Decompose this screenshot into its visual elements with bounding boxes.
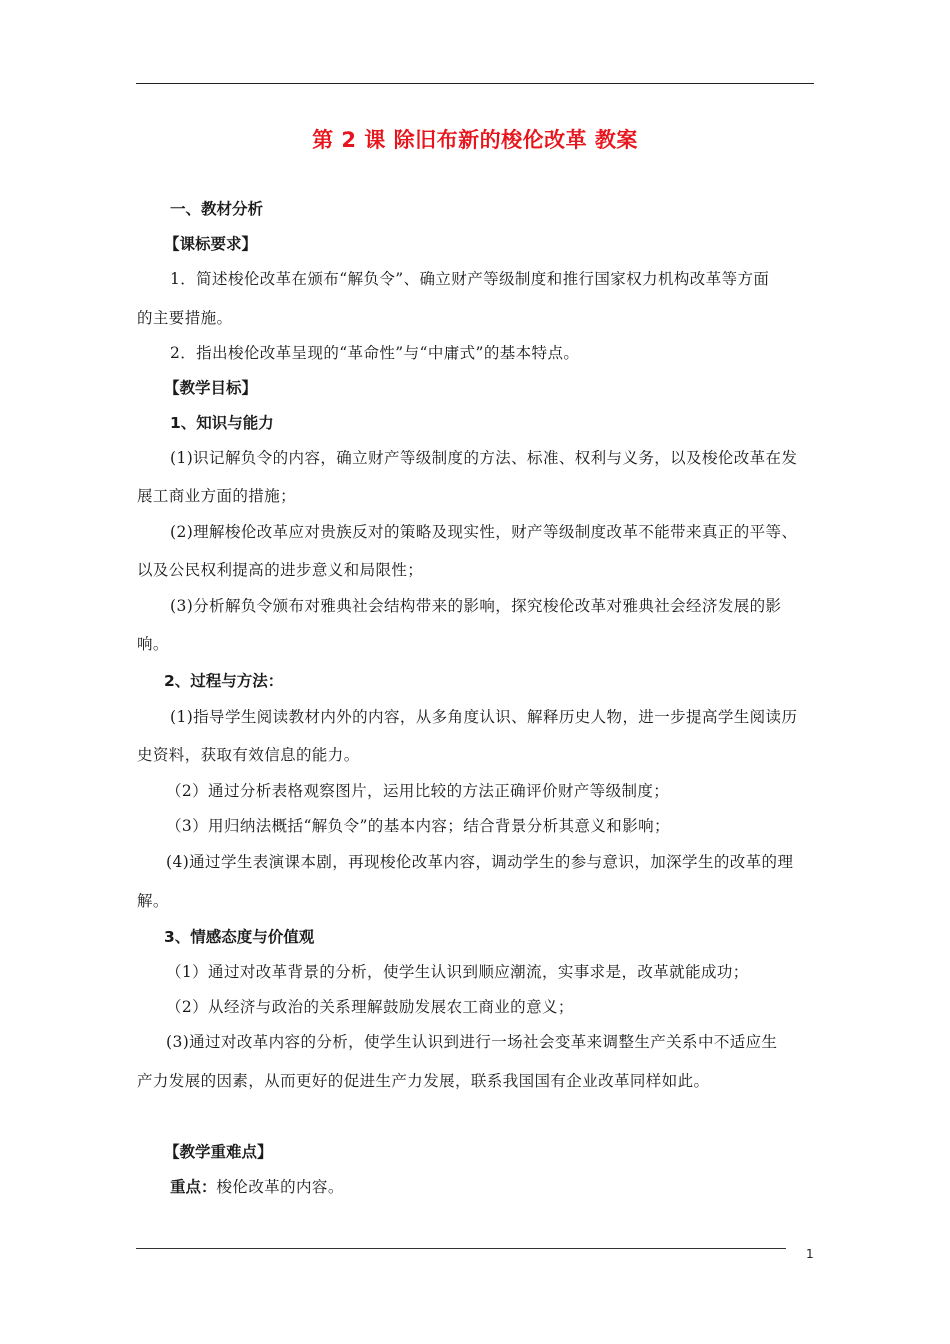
goal-3-heading: 3、情感态度与价值观 [164, 928, 315, 946]
key-point-text: 梭伦改革的内容。 [216, 1178, 344, 1196]
goal-1-item-2-line-1: (2)理解梭伦改革应对贵族反对的策略及现实性，财产等级制度改革不能带来真正的平等、 [170, 523, 798, 541]
goal-3-item-3-line-1: (3)通过对改革内容的分析，使学生认识到进行一场社会变革来调整生产关系中不适应生 [166, 1033, 778, 1051]
goal-1-item-1-line-1: (1)识记解负令的内容，确立财产等级制度的方法、标准、权利与义务，以及梭伦改革在发 [170, 449, 798, 467]
goal-3-item-2: （2）从经济与政治的关系理解鼓励发展农工商业的意义； [166, 998, 574, 1016]
goal-3-item-1: （1）通过对改革背景的分析，使学生认识到顺应潮流，实事求是，改革就能成功； [166, 963, 749, 981]
header-rule [136, 83, 814, 84]
kebiao-heading: 【课标要求】 [164, 235, 258, 253]
goal-2-item-3: （3）用归纳法概括“解负令”的基本内容；结合背景分析其意义和影响； [166, 817, 670, 835]
goal-2-item-1-line-2: 史资料，获取有效信息的能力。 [137, 746, 360, 764]
document-title: 第 2 课 除旧布新的梭伦改革 教案 [312, 128, 638, 152]
goal-2-item-2: （2）通过分析表格观察图片，运用比较的方法正确评价财产等级制度； [166, 782, 670, 800]
goal-2-item-1-line-1: (1)指导学生阅读教材内外的内容，从多角度认识、解释历史人物，进一步提高学生阅读历 [170, 708, 798, 726]
key-difficulty-heading: 【教学重难点】 [164, 1143, 273, 1161]
kebiao-item-1-line-1: 1．简述梭伦改革在颁布“解负令”、确立财产等级制度和推行国家权力机构改革等方面 [170, 270, 770, 288]
goals-heading: 【教学目标】 [164, 379, 258, 397]
goal-3-item-3-line-2: 产力发展的因素，从而更好的促进生产力发展，联系我国国有企业改革同样如此。 [137, 1072, 710, 1090]
footer-rule [136, 1248, 786, 1249]
goal-1-item-1-line-2: 展工商业方面的措施； [137, 487, 297, 505]
kebiao-item-2: 2．指出梭伦改革呈现的“革命性”与“中庸式”的基本特点。 [170, 344, 580, 362]
goal-2-item-4-line-1: (4)通过学生表演课本剧，再现梭伦改革内容，调动学生的参与意识，加深学生的改革的理 [166, 853, 794, 871]
goal-2-item-4-line-2: 解。 [137, 892, 169, 910]
goal-1-heading: 1、知识与能力 [170, 414, 274, 432]
section-heading-1: 一、教材分析 [170, 200, 264, 218]
page-number: 1 [806, 1247, 814, 1261]
key-point-label: 重点： [170, 1178, 217, 1196]
goal-2-heading: 2、过程与方法： [164, 672, 284, 690]
kebiao-item-1-line-2: 的主要措施。 [137, 309, 233, 327]
goal-1-item-2-line-2: 以及公民权利提高的进步意义和局限性； [137, 561, 424, 579]
goal-1-item-3-line-1: (3)分析解负令颁布对雅典社会结构带来的影响，探究梭伦改革对雅典社会经济发展的影 [170, 597, 782, 615]
goal-1-item-3-line-2: 响。 [137, 635, 169, 653]
key-point-line [170, 1176, 344, 1198]
